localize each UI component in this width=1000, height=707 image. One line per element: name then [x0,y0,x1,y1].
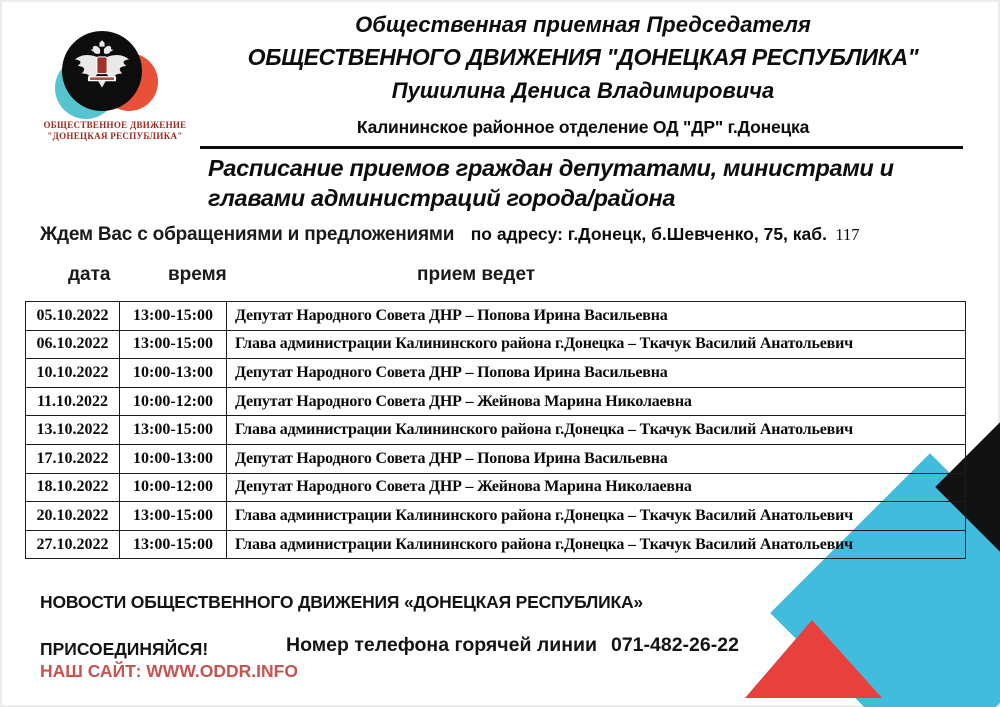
header-branch-line: Калининское районное отделение ОД "ДР" г.Донецка [356,117,810,137]
cell-host: Глава администрации Калининского района г.Донецка – Ткачук Василий Анатольевич [227,530,966,559]
cell-date: 11.10.2022 [26,387,120,416]
cell-date: 17.10.2022 [26,444,120,473]
header-reception-line: Общественная приемная Председателя [355,12,811,37]
column-label-host: прием ведет [417,264,536,285]
schedule-row [26,387,966,416]
cell-host: Глава администрации Калининского района г.Донецка – Ткачук Василий Анатольевич [227,502,966,531]
schedule-row [26,416,966,445]
news-heading: НОВОСТИ ОБЩЕСТВЕННОГО ДВИЖЕНИЯ «ДОНЕЦКАЯ РЕСПУБЛИКА» [40,592,643,612]
cell-date: 13.10.2022 [26,416,120,445]
cell-date: 18.10.2022 [26,473,120,502]
hotline-phone-number: 071-482-26-22 [610,634,739,656]
schedule-row [26,302,966,331]
column-label-time: время [168,264,227,285]
reception-schedule-table [25,301,966,559]
cell-host: Депутат Народного Совета ДНР – Попова Ирина Васильевна [227,359,966,388]
header-movement-line: ОБЩЕСТВЕННОГО ДВИЖЕНИЯ "ДОНЕЦКАЯ РЕСПУБЛИКА" [247,44,919,70]
schedule-row [26,530,966,559]
cell-time: 13:00-15:00 [120,416,227,445]
schedule-row [26,502,966,531]
page-title [208,153,980,213]
cell-host: Депутат Народного Совета ДНР – Попова Ирина Васильевна [227,444,966,473]
cell-date: 10.10.2022 [26,359,120,388]
header-divider-rule [200,146,963,149]
logo-caption [30,120,200,142]
cell-time: 10:00-12:00 [120,387,227,416]
schedule-row [26,444,966,473]
cell-host: Глава администрации Калининского района г.Донецка – Ткачук Василий Анатольевич [227,330,966,359]
cell-host: Глава администрации Калининского района г.Донецка – Ткачук Василий Анатольевич [227,416,966,445]
address-line [40,224,860,246]
cell-date: 20.10.2022 [26,502,120,531]
hotline-line [286,634,739,657]
cell-time: 10:00-13:00 [120,444,227,473]
cell-date: 06.10.2022 [26,330,120,359]
logo-black-circle [62,31,142,111]
cell-host: Депутат Народного Совета ДНР – Жейнова Марина Николаевна [227,473,966,502]
table-column-labels [0,264,1000,290]
cell-time: 13:00-15:00 [120,302,227,331]
cell-host: Депутат Народного Совета ДНР – Жейнова Марина Николаевна [227,387,966,416]
cell-time: 13:00-15:00 [120,330,227,359]
logo-caption-line1: ОБЩЕСТВЕННОЕ ДВИЖЕНИЕ [43,120,187,130]
cell-host: Депутат Народного Совета ДНР – Попова Ирина Васильевна [227,302,966,331]
schedule-row [26,330,966,359]
page-title-line2: главами администраций города/района [208,185,676,211]
address-text: по адресу: г.Донецк, б.Шевченко, 75, каб. [470,224,827,244]
schedule-row [26,473,966,502]
schedule-row [26,359,966,388]
double-headed-eagle-icon [70,39,134,103]
logo-caption-line2: "ДОНЕЦКАЯ РЕСПУБЛИКА" [47,131,183,141]
join-call-to-action: ПРИСОЕДИНЯЙСЯ! [40,639,209,659]
cell-time: 10:00-12:00 [120,473,227,502]
header-chairman-name: Пушилина Дениса Владимировича [391,78,775,103]
cell-time: 13:00-15:00 [120,530,227,559]
column-label-date: дата [68,264,111,285]
page-title-line1: Расписание приемов граждан депутатами, министрами и [208,155,894,181]
hotline-label: Номер телефона горячей линии [286,634,597,656]
cell-time: 13:00-15:00 [120,502,227,531]
cell-time: 10:00-13:00 [120,359,227,388]
cell-date: 05.10.2022 [26,302,120,331]
organization-logo [30,10,200,150]
room-number: 117 [835,225,860,244]
invitation-text: Ждем Вас с обращениями и предложениями [40,224,455,245]
red-triangle-shape [745,620,882,698]
cell-date: 27.10.2022 [26,530,120,559]
website-link[interactable]: НАШ САЙТ: WWW.ODDR.INFO [40,661,298,681]
